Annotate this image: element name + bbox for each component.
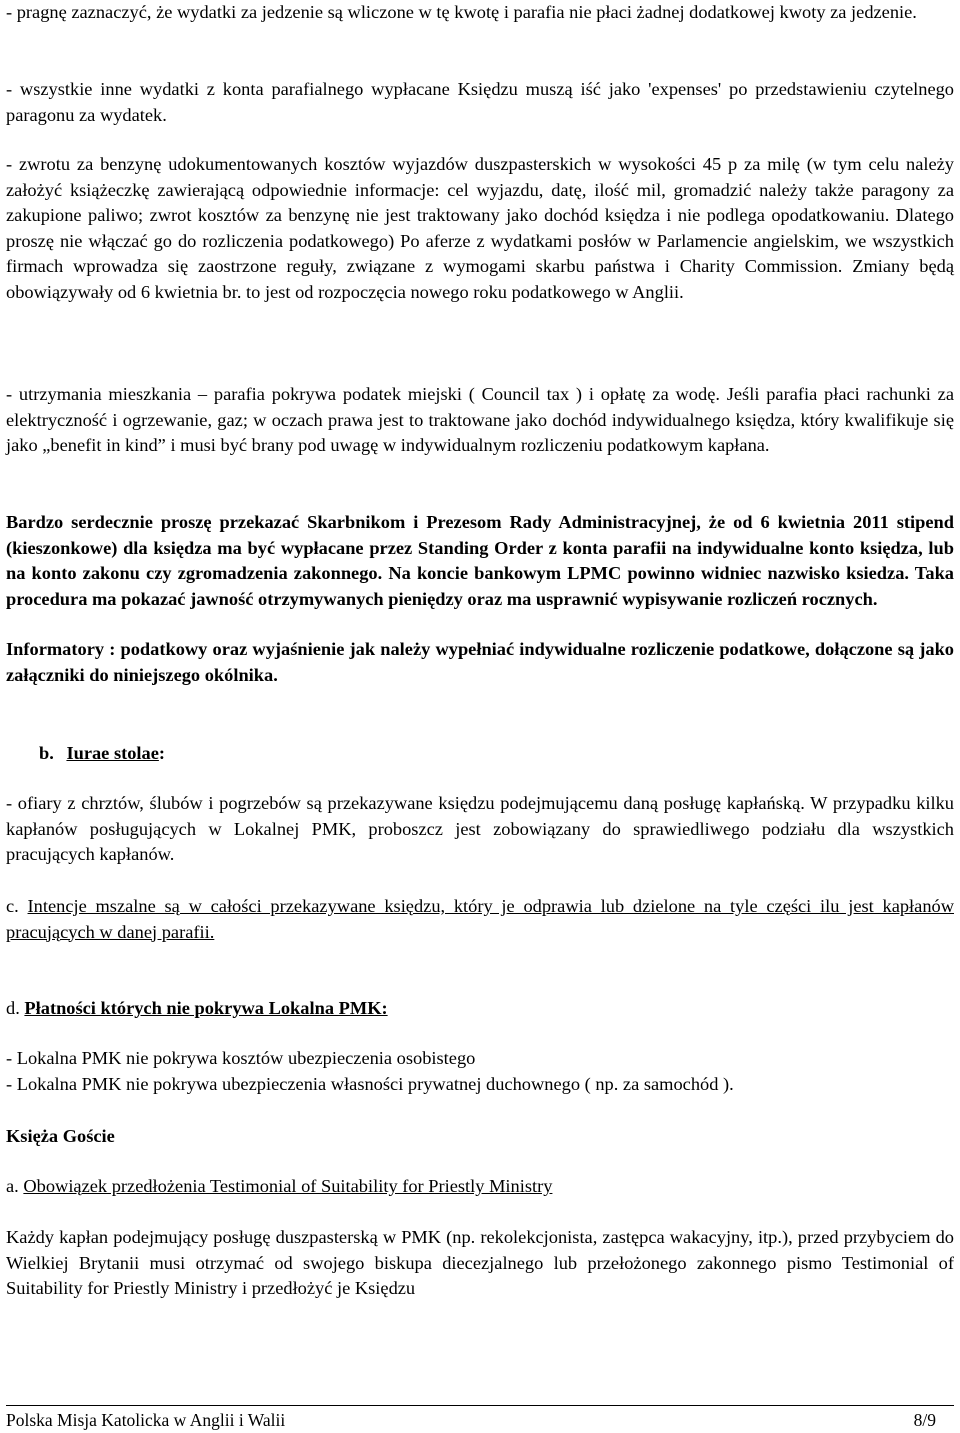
- section-b-colon: :: [158, 743, 166, 763]
- paragraph-housing-costs: - utrzymania mieszkania – parafia pokrywa podatek miejski ( Council tax ) i opłatę za wodę. Jeśli parafia płaci rachunki za elektryczność i ogrzewanie, gaz; w oczach prawa jest to traktowane jako dochód indywidualnego księdza, który kwalifikuje się jako „benefit in kind” i musi być brany pod uwagę w indywidualnym rozliczeniu podatkowym kapłana.: [6, 384, 954, 455]
- section-c-marker: c.: [6, 896, 19, 916]
- section-b-marker: b.: [39, 743, 54, 763]
- section-c: [6, 894, 954, 945]
- paragraph-petrol-refund: - zwrotu za benzynę udokumentowanych kosztów wyjazdów duszpasterskich w wysokości 45 p za milę (w tym celu należy założyć książeczkę zawierającą odpowiednie informacje: cel wyjazdu, datę, ilość mil, gromadzić należy także paragony za zakupione paliwo; zwrot kosztów za benzynę nie jest traktowany jako dochód księdza i nie podlega opodatkowaniu. Dlatego proszę nie włączać go do rozliczenia podatkowego) Po aferze z wydatkami posłów w Parlamencie angielskim, we wszystkich firmach wprowadza się zaostrzone reguły, związane z wymogami skarbu państwa i Charity Commission. Zmiany będą obowiązywały od 6 kwietnia br. to jest od rozpoczęcia nowego roku podatkowego w Anglii.: [6, 154, 954, 302]
- section-a-marker: a.: [6, 1176, 19, 1196]
- section-a-title: Obowiązek przedłożenia Testimonial of Suitability for Priestly Ministry: [23, 1176, 553, 1196]
- list-item-property-insurance: - Lokalna PMK nie pokrywa ubezpieczenia własności prywatnej duchownego ( np. za samochód ).: [6, 1074, 734, 1094]
- section-d-title: Płatności których nie pokrywa Lokalna PMK:: [24, 998, 388, 1018]
- paragraph-stole-fees: - ofiary z chrztów, ślubów i pogrzebów są przekazywane księdzu podejmującemu daną posługę kapłańską. W przypadku kilku kapłanów posługujących w Lokalnej PMK, proboszcz jest zobowiązany do sprawiedliwego podziału dla wszystkich pracujących kapłanów.: [6, 793, 954, 864]
- paragraph-testimonial: Każdy kapłan podejmujący posługę duszpasterską w PMK (np. rekolekcjonista, zastępca wakacyjny, itp.), przed przybyciem do Wielkiej Brytanii musi otrzymać od swojego biskupa diecezjalnego lub przełożonego zakonnego pismo Testimonial of Suitability for Priestly Ministry i przedłożyć je Księdzu: [6, 1227, 954, 1298]
- section-a-heading: [6, 1174, 552, 1200]
- paragraph-other-expenses: - wszystkie inne wydatki z konta parafialnego wypłacane Księdzu muszą iść jako 'expenses' po przedstawieniu czytelnego paragonu za wydatek.: [6, 79, 954, 125]
- section-d-heading: [6, 996, 388, 1022]
- paragraph-food-expenses: - pragnę zaznaczyć, że wydatki za jedzenie są wliczone w tę kwotę i parafia nie płaci żadnej dodatkowej kwoty za jedzenie.: [6, 2, 917, 22]
- footer-divider: [6, 1405, 954, 1406]
- guest-priests-heading: Księża Goście: [6, 1126, 115, 1146]
- footer-title: Polska Misja Katolicka w Anglii i Walii: [6, 1410, 286, 1430]
- section-d-marker: d.: [6, 998, 20, 1018]
- paragraph-stipend-standing-order: Bardzo serdecznie proszę przekazać Skarbnikom i Prezesom Rady Administracyjnej, że od 6 kwietnia 2011 stipend (kieszonkowe) dla księdza ma być wypłacane przez Standing Order z konta parafii na indywidualne konto księdza, lub na konto zakonu czy zgromadzenia zakonnego. Na koncie bankowym LPMC powinno widniec nazwisko ksiedza. Taka procedura ma pokazać jawność otrzymywanych pieniędzy oraz ma usprawnić wypisywanie rozliczeń rocznych.: [6, 512, 954, 609]
- section-b-title: Iurae stolae: [66, 743, 159, 763]
- section-c-text: Intencje mszalne są w całości przekazywane księdzu, który je odprawia lub dzielone na tyle części ilu jest kapłanów pracujących w danej parafii.: [6, 896, 954, 942]
- list-item-personal-insurance: - Lokalna PMK nie pokrywa kosztów ubezpieczenia osobistego: [6, 1048, 476, 1068]
- paragraph-tax-informators: Informatory : podatkowy oraz wyjaśnienie jak należy wypełniać indywidualne rozliczenie podatkowe, dołączone są jako załączniki do niniejszego okólnika.: [6, 639, 954, 685]
- page-number: 8/9: [913, 1410, 936, 1430]
- section-b-heading: [39, 741, 165, 767]
